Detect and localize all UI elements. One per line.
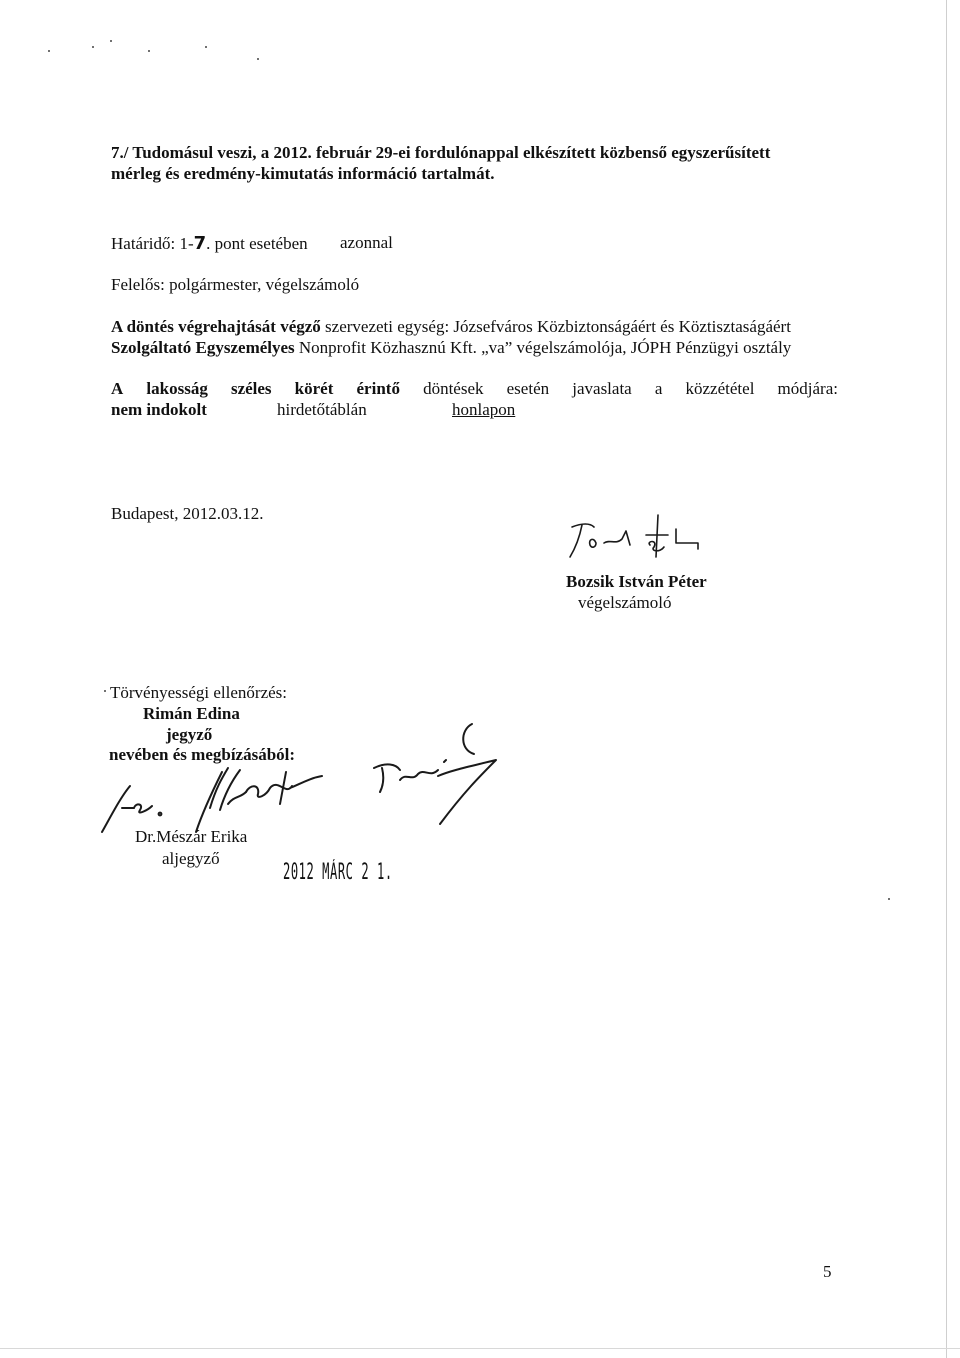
executor-line1 <box>111 317 791 337</box>
signer-title: végelszámoló <box>578 593 672 612</box>
deadline-handwritten-number: 7 <box>193 233 207 254</box>
page-edge-bottom <box>0 1348 960 1349</box>
deadline-rest: . pont esetében <box>206 234 308 253</box>
deadline-line <box>111 233 308 254</box>
deputy-prefix: Dr. <box>135 827 157 846</box>
responsible-line: Felelős: polgármester, végelszámoló <box>111 275 360 294</box>
item7-line2: mérleg és eredmény-kimutatás információ tartalmát. <box>111 164 495 183</box>
publication-word: A <box>111 379 124 398</box>
publication-word: közzététel <box>685 379 755 398</box>
scan-speck <box>104 690 106 692</box>
executor-unit: szervezeti egység: Józsefváros Közbiztonságáért és Köztisztaságáért <box>320 317 791 336</box>
scan-speck <box>110 40 112 42</box>
publication-word: lakosság <box>146 379 208 398</box>
deadline-value: azonnal <box>340 233 393 252</box>
publication-line1 <box>111 379 838 399</box>
publication-option-website: honlapon <box>452 400 516 419</box>
on-behalf-line: nevében és megbízásából: <box>109 745 296 764</box>
publication-word: széles <box>230 379 272 398</box>
scan-speck <box>148 50 150 52</box>
publication-option-noticeboard: hirdetőtáblán <box>277 400 367 419</box>
scan-speck <box>205 46 207 48</box>
executor-line2 <box>111 338 791 358</box>
place-date: Budapest, 2012.03.12. <box>111 504 264 523</box>
deputy-name: Mészár Erika <box>156 827 248 846</box>
publication-word: javaslata <box>572 379 632 398</box>
notary-signature <box>360 720 510 830</box>
deputy-signature <box>100 748 360 838</box>
signer-name: Bozsik István Péter <box>566 572 707 591</box>
liquidator-signature <box>560 505 710 565</box>
page-edge-right <box>946 0 947 1358</box>
legal-heading: Törvényességi ellenőrzés: <box>110 683 288 702</box>
deputy-role: aljegyző <box>162 849 220 868</box>
notary-role: jegyző <box>166 725 213 744</box>
publication-word: döntések <box>423 379 484 398</box>
publication-word: érintő <box>356 379 400 398</box>
publication-word: módjára: <box>777 379 838 398</box>
scan-speck <box>92 46 94 48</box>
publication-word: a <box>654 379 663 398</box>
scan-speck <box>257 58 259 60</box>
publication-word: esetén <box>506 379 550 398</box>
item7-line1: 7./ Tudomásul veszi, a 2012. február 29-ei fordulónappal elkészített közbenső egyszerűsített <box>111 143 771 162</box>
executor-line2-rest: Nonprofit Közhasznú Kft. „va” végelszámolója, JÓPH Pénzügyi osztály <box>294 338 792 357</box>
scan-speck <box>888 898 890 900</box>
received-stamp: 2012 MÁRC 2 1. <box>283 860 393 885</box>
notary-name: Rimán Edina <box>143 704 240 723</box>
page-number: 5 <box>823 1262 832 1281</box>
publication-option-not-justified: nem indokolt <box>111 400 207 419</box>
publication-word: körét <box>294 379 334 398</box>
executor-line2-bold: Szolgáltató Egyszemélyes <box>111 338 295 357</box>
scan-speck <box>48 50 50 52</box>
deadline-label: Határidő: 1- <box>111 234 194 253</box>
executor-label: A döntés végrehajtását végző <box>111 317 321 336</box>
deputy-name-line <box>135 827 247 847</box>
